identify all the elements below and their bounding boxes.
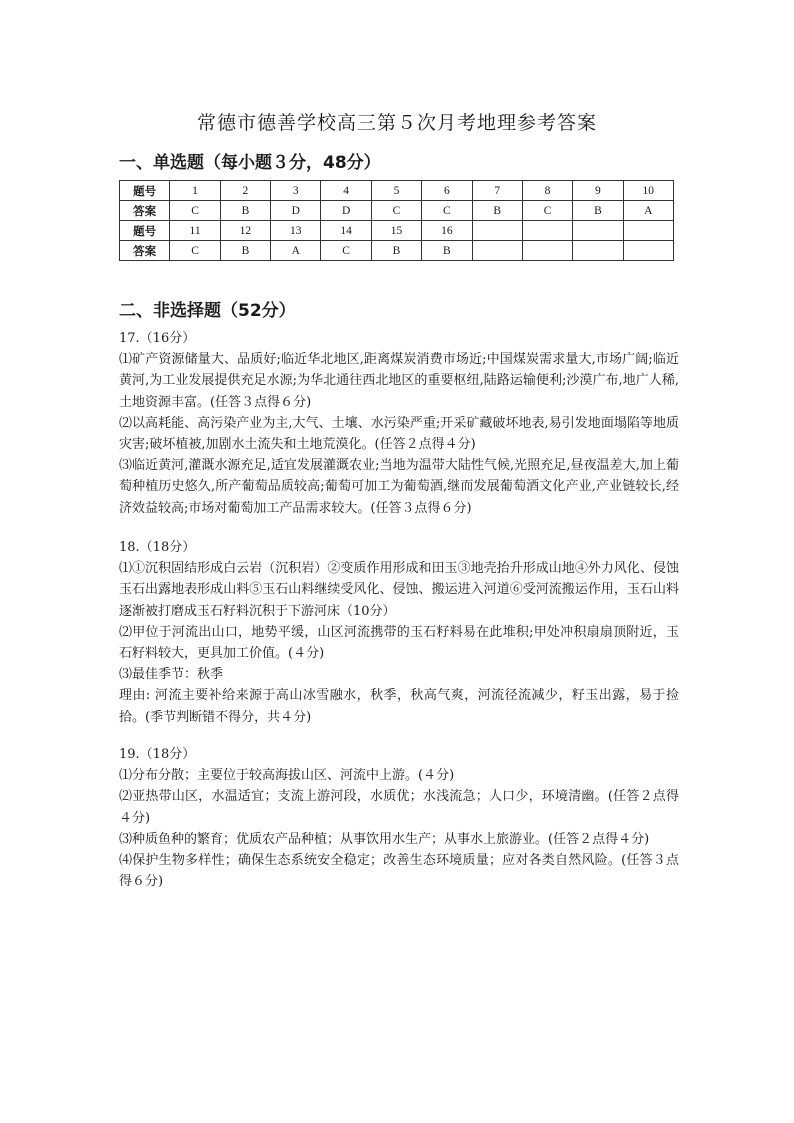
question-number-cell: 3 xyxy=(271,181,321,201)
answer-cell: A xyxy=(271,241,321,261)
question-number-cell: 14 xyxy=(321,221,371,241)
answer-paragraph: ⑴矿产资源储量大、品质好;临近华北地区,距离煤炭消费市场近;中国煤炭需求量大,市场广阔;临近黄河,为工业发展提供充足水源;为华北通往西北地区的重要枢纽,陆路运输便利;沙漠广布,地广人稀,土地资源丰富。(任答３点得６分) xyxy=(119,352,679,410)
answer-cell: D xyxy=(271,201,321,221)
page-title: 常德市德善学校高三第５次月考地理参考答案 xyxy=(196,112,597,134)
section-1-heading: 一、单选题（每小题３分，48分） xyxy=(119,153,381,173)
row-header-cell: 题号 xyxy=(120,221,170,241)
question-number-cell: 7 xyxy=(472,181,522,201)
question-number-cell: 15 xyxy=(371,221,421,241)
question-17-block xyxy=(119,328,679,519)
question-number-cell: 11 xyxy=(170,221,220,241)
answer-cell: C xyxy=(422,201,472,221)
answer-cell: B xyxy=(422,241,472,261)
answer-header-cell: 答案 xyxy=(120,201,170,221)
question-number-cell: 10 xyxy=(623,181,673,201)
answer-cell: B xyxy=(371,241,421,261)
answer-cell: B xyxy=(220,201,270,221)
table-row-numbers-2 xyxy=(120,221,674,241)
question-number-cell: 5 xyxy=(371,181,421,201)
answer-paragraph: ⑶最佳季节：秋季 xyxy=(119,667,224,683)
answer-cell: C xyxy=(371,201,421,221)
answer-paragraph: ⑴分布分散；主要位于较高海拔山区、河流中上游。(４分) xyxy=(119,768,455,784)
answer-cell xyxy=(472,241,522,261)
answer-cell: C xyxy=(170,241,220,261)
row-header-cell: 题号 xyxy=(120,181,170,201)
question-number-cell: 9 xyxy=(573,181,623,201)
section-2-heading: 二、非选择题（52分） xyxy=(119,301,296,321)
question-number-cell xyxy=(573,221,623,241)
answer-paragraph: ⑶种质鱼种的繁育；优质农产品种植；从事饮用水生产；从事水上旅游业。(任答２点得４分) xyxy=(119,831,650,847)
answer-paragraph: ⑴①沉积固结形成白云岩（沉积岩）②变质作用形成和田玉③地壳抬升形成山地④外力风化、侵蚀玉石出露地表形成山料⑤玉石山料继续受风化、侵蚀、搬运进入河道⑥受河流搬运作用，玉石山料逐渐被打磨成玉石籽料沉积于下游河床（10分） xyxy=(119,561,679,619)
question-number-cell: 12 xyxy=(220,221,270,241)
answer-paragraph: ⑵以高耗能、高污染产业为主,大气、土壤、水污染严重;开采矿藏破坏地表,易引发地面塌陷等地质灾害;破坏植被,加剧水土流失和土地荒漠化。(任答２点得４分) xyxy=(119,415,679,453)
answer-paragraph: ⑵甲位于河流出山口，地势平缓，山区河流携带的玉石籽料易在此堆积;甲处冲积扇扇顶附近，玉石籽料较大，更具加工价值。(４分) xyxy=(119,624,679,662)
answer-paragraph: ⑶临近黄河,灌溉水源充足,适宜发展灌溉农业;当地为温带大陆性气候,光照充足,昼夜温差大,加上葡萄种植历史悠久,所产葡萄品质较高;葡萄可加工为葡萄酒,继而发展葡萄酒文化产业,产业链较长,经济效益较高;市场对葡萄加工产品需求较大。(任答３点得６分) xyxy=(119,458,679,516)
answer-cell: C xyxy=(321,241,371,261)
question-number-cell: 1 xyxy=(170,181,220,201)
answer-cell: C xyxy=(170,201,220,221)
answer-cell: D xyxy=(321,201,371,221)
question-number-cell: 4 xyxy=(321,181,371,201)
table-row-numbers-1 xyxy=(120,181,674,201)
question-number-cell xyxy=(522,221,572,241)
answer-paragraph: ⑷保护生物多样性；确保生态系统安全稳定；改善生态环境质量；应对各类自然风险。(任答３点得６分) xyxy=(119,853,679,890)
answer-cell: B xyxy=(472,201,522,221)
answer-header-cell: 答案 xyxy=(120,241,170,261)
answer-paragraph: 理由: 河流主要补给来源于高山冰雪融水，秋季，秋高气爽，河流径流减少，籽玉出露，易于捡拾。(季节判断错不得分，共４分) xyxy=(119,688,679,725)
question-number-cell xyxy=(623,221,673,241)
question-number-cell: 8 xyxy=(522,181,572,201)
answer-cell: A xyxy=(623,201,673,221)
answer-cell xyxy=(522,241,572,261)
question-number-cell: 13 xyxy=(271,221,321,241)
question-number-cell: 16 xyxy=(422,221,472,241)
question-label: 19.（18分） xyxy=(119,747,196,762)
question-number-cell: 2 xyxy=(220,181,270,201)
question-18-block xyxy=(119,537,679,728)
question-label: 18.（18分） xyxy=(119,540,196,555)
question-number-cell xyxy=(472,221,522,241)
answer-cell xyxy=(573,241,623,261)
answer-table xyxy=(119,180,674,261)
table-row-answers-1 xyxy=(120,201,674,221)
question-label: 17.（16分） xyxy=(119,331,196,346)
question-19-block xyxy=(119,744,679,892)
table-row-answers-2 xyxy=(120,241,674,261)
question-number-cell: 6 xyxy=(422,181,472,201)
answer-cell: B xyxy=(220,241,270,261)
answer-cell xyxy=(623,241,673,261)
answer-cell: C xyxy=(522,201,572,221)
answer-cell: B xyxy=(573,201,623,221)
answer-paragraph: ⑵亚热带山区，水温适宜；支流上游河段，水质优；水浅流急；人口少，环境清幽。(任答２点得４分) xyxy=(119,789,679,826)
